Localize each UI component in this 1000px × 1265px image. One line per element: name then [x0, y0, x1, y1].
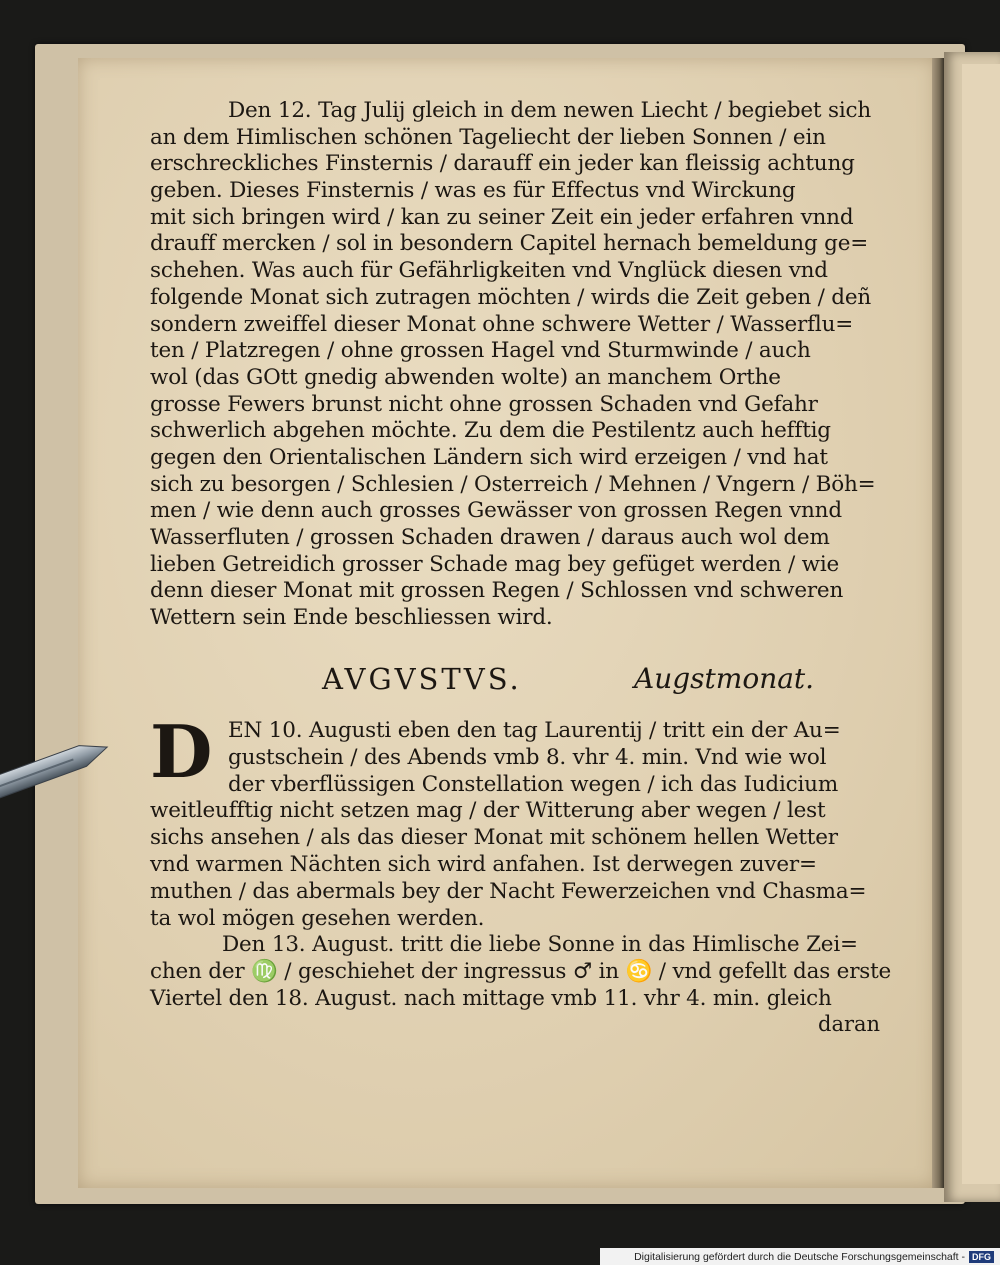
- text-line: sichs ansehen / als das dieser Monat mit schönem hellen Wetter: [150, 825, 838, 851]
- text-line: muthen / das abermals bey der Nacht Fewerzeichen vnd Chasma=: [150, 878, 867, 904]
- text-line: folgende Monat sich zutragen möchten / wirds die Zeit geben / deñ: [150, 284, 872, 310]
- facing-page-inner: [962, 64, 1000, 1184]
- catchword: daran: [818, 1012, 881, 1036]
- text-line: vnd warmen Nächten sich wird anfahen. Ist derwegen zuver=: [150, 851, 817, 877]
- text-line: lieben Getreidich grosser Schade mag bey gefüget werden / wie: [150, 551, 840, 577]
- text-line: sondern zweiffel dieser Monat ohne schwere Wetter / Wasserflu=: [150, 311, 854, 337]
- text-line: ta wol mögen gesehen werden.: [150, 905, 485, 931]
- book-gutter: [932, 58, 944, 1188]
- text-line: wol (das GOtt gnedig abwenden wolte) an manchem Orthe: [150, 364, 781, 390]
- text-line: weitleufftig nicht setzen mag / der Witterung aber wegen / lest: [150, 798, 826, 824]
- heading-german: Augstmonat.: [634, 662, 815, 695]
- text-line: grosse Fewers brunst nicht ohne grossen Schaden vnd Gefahr: [150, 391, 818, 417]
- paragraph-july-eclipse: [150, 98, 880, 632]
- text-line: Den 12. Tag Julij gleich in dem newen Liecht / begiebet sich: [228, 98, 872, 123]
- text-line: Wasserfluten / grossen Schaden drawen / daraus auch wol dem: [150, 525, 830, 550]
- text-line: geben. Dieses Finsternis / was es für Effectus vnd Wirckung: [150, 178, 796, 204]
- text-line: drauff mercken / sol in besondern Capitel hernach bemeldung ge=: [150, 231, 869, 257]
- paragraph-august: [150, 709, 892, 1013]
- text-line: EN 10. Augusti eben den tag Laurentij / tritt ein der Au=: [228, 718, 841, 743]
- text-line: gustschein / des Abends vmb 8. vhr 4. min. Vnd wie wol: [228, 744, 827, 770]
- text-line: chen der ♍ / geschiehet der ingressus ♂ in ♋ / vnd gefellt das erste: [150, 959, 892, 985]
- text-line: ten / Platzregen / ohne grossen Hagel vnd Sturmwinde / auch: [150, 338, 811, 364]
- text-line: sich zu besorgen / Schlesien / Osterreich / Mehnen / Vngern / Böh=: [150, 471, 876, 497]
- text-line: men / wie denn auch grosses Gewässer von grossen Regen vnnd: [150, 498, 842, 524]
- text-line: erschreckliches Finsternis / darauff ein jeder kan fleissig achtung: [150, 151, 855, 177]
- text-line: Den 13. August. tritt die liebe Sonne in das Himlische Zei=: [222, 932, 858, 958]
- footer-text: Digitalisierung gefördert durch die Deutsche Forschungsgemeinschaft -: [634, 1250, 965, 1263]
- text-line: der vberflüssigen Constellation wegen / ich das Iudicium: [228, 771, 839, 797]
- heading-latin: AVGVSTVS.: [322, 662, 522, 696]
- text-line: mit sich bringen wird / kan zu seiner Zeit ein jeder erfahren vnnd: [150, 204, 854, 230]
- month-heading: [150, 662, 880, 702]
- text-line: Viertel den 18. August. nach mittage vmb 11. vhr 4. min. gleich: [150, 985, 832, 1011]
- text-line: gegen den Orientalischen Ländern sich wird erzeigen / vnd hat: [150, 444, 828, 470]
- digitization-footer: [600, 1248, 1000, 1265]
- text-line: denn dieser Monat mit grossen Regen / Schlossen vnd schweren: [150, 578, 844, 604]
- dfg-logo: DFG: [969, 1251, 994, 1263]
- text-line: schehen. Was auch für Gefährligkeiten vnd Vnglück diesen vnd: [150, 258, 828, 284]
- text-line: Wettern sein Ende beschliessen wird.: [150, 605, 553, 631]
- dropcap-initial: D: [150, 709, 213, 794]
- text-line: an dem Himlischen schönen Tageliecht der lieben Sonnen / ein: [150, 124, 826, 150]
- text-line: schwerlich abgehen möchte. Zu dem die Pestilentz auch hefftig: [150, 418, 831, 444]
